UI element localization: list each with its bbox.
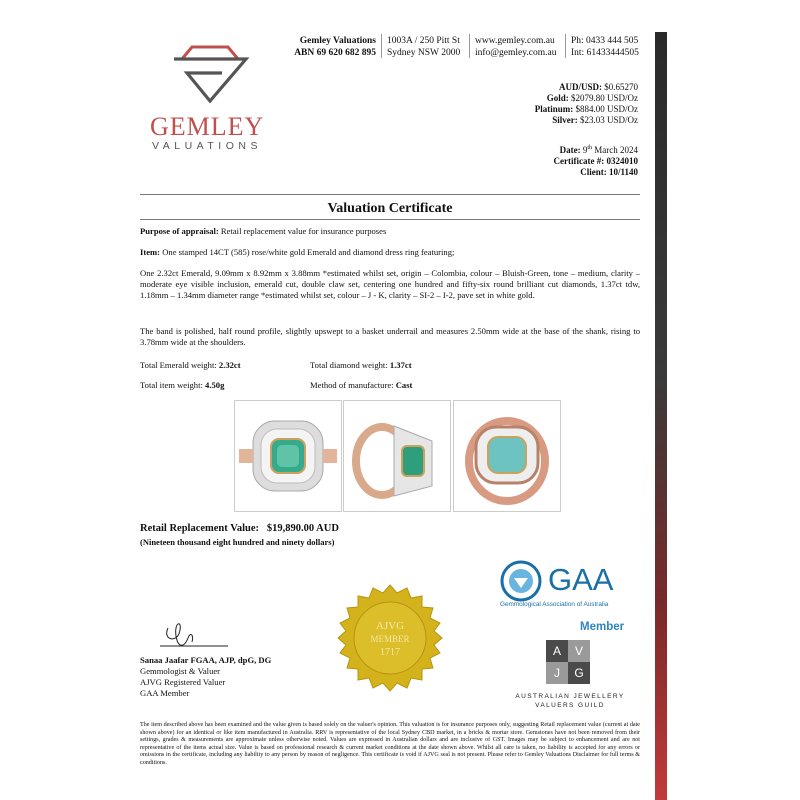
divider-top (140, 194, 640, 195)
rate-silver: Silver: $23.03 USD/Oz (552, 115, 638, 125)
ring-angle-image (454, 401, 560, 511)
ring-side-image (344, 401, 450, 511)
gaa-name: GAA (548, 562, 614, 597)
page-title: Valuation Certificate (327, 201, 453, 216)
address-line-2: Sydney NSW 2000 (387, 48, 461, 58)
valuer-role-1: Gemmologist & Valuer (140, 666, 221, 676)
company-name: Gemley Valuations (299, 36, 376, 46)
metal-rates (430, 82, 638, 126)
ajvg-gold-seal-icon (330, 583, 450, 703)
header-divider (565, 34, 566, 58)
seal-line-2: MEMBER (370, 634, 410, 644)
header-company (292, 35, 376, 59)
description-paragraph-2: The band is polished, half round profile, slightly upswept to a basket underrail and measures 2.50mm wide at the base of the shank, rising to 3.78mm wide at the shoulders. (140, 326, 640, 347)
ajvg-name: AUSTRALIAN JEWELLERY VALUERS GUILD (515, 693, 625, 709)
item-weight: Total item weight: 4.50g (140, 380, 225, 390)
valuer-role-2: AJVG Registered Valuer (140, 677, 226, 687)
ring-photo-front (234, 400, 342, 512)
header-web (475, 35, 556, 59)
diamond-weight: Total diamond weight: 1.37ct (310, 360, 412, 370)
rate-aud-usd: AUD/USD: $0.65270 (558, 82, 638, 92)
ajvg-letter-v: V (568, 640, 590, 662)
decorative-side-bar (655, 32, 667, 800)
signature-image (138, 618, 238, 654)
manufacture-method: Method of manufacture: Cast (310, 380, 413, 390)
item-line: Item: One stamped 14CT (585) rose/white gold Emerald and diamond dress ring featuring; (140, 247, 455, 257)
valuer-name: Sanaa Jaafar FGAA, AJP, dpG, DG (140, 655, 272, 665)
gaa-full-name: Gemmological Association of Australia (500, 601, 609, 608)
website: www.gemley.com.au (475, 36, 555, 46)
ajvg-letter-j: J (546, 662, 568, 684)
ajvg-logo-icon (546, 640, 590, 684)
header-address (387, 35, 460, 59)
seal-line-3: 1717 (380, 647, 400, 658)
phone: Ph: 0433 444 505 (571, 36, 639, 46)
retail-value: Retail Replacement Value: $19,890.00 AUD (140, 523, 339, 534)
certificate-date: Date: 9th March 2024 (559, 145, 638, 155)
intl-phone: Int: 61433444505 (571, 48, 639, 58)
valuer-role-3: GAA Member (140, 688, 190, 698)
certificate-meta (430, 143, 638, 178)
gemley-diamond-logo-icon (170, 45, 250, 105)
disclaimer-text: The item described above has been examined and the value given is based solely on the valuer's opinion. This valuation is for insurance purposes only, suggesting Retail replacement value (current at date shown above) for an identical or like item manufactured in Australia. RRV is representative of the local Sydney CBD market, in a bricks & mortar store. Gemstones have not been removed from their settings, grades & measurements are approximate unless otherwise noted. Values are expressed in Australian dollars and are inclusive of GST. Images may be subject to enhancement and are not representative of the items actual size. Value is based on professional research & current market conditions at the date shown above. Whilst all care is taken, no liability is accepted for any errors or omissions in the certificate, including any liability to any person by reason of negligence. This certificate is void if AJVG seal is not present. Please refer to Gemley Valuations Disclaimer for full terms & conditions. (140, 722, 640, 766)
rate-platinum: Platinum: $884.00 USD/Oz (534, 104, 638, 114)
ajvg-letter-g: G (568, 662, 590, 684)
ring-photo-side (343, 400, 451, 512)
email: info@gemley.com.au (475, 48, 557, 58)
address-line-1: 1003A / 250 Pitt St (387, 36, 460, 46)
ring-front-image (235, 401, 341, 511)
ajvg-letter-a: A (546, 640, 568, 662)
company-abn: ABN 69 620 682 895 (294, 48, 376, 58)
description-paragraph-1: One 2.32ct Emerald, 9.09mm x 8.92mm x 3.88mm *estimated whilst set, origin – Colombia, colour – Bluish-Green, tone – medium, clarity – moderate eye visible inclusion, emerald cut, double claw set, centering one hundred and fifty-six round brilliant cut diamonds, 1.37ct tdw, 1.18mm – 1.34mm diameter range *estimated whilst set, colour – J - K, clarity – SI-2 – I-2, pave set in white gold. (140, 268, 640, 300)
certificate-number: Certificate #: 0324010 (553, 156, 638, 166)
purpose-line: Purpose of appraisal: Retail replacement value for insurance purposes (140, 226, 387, 236)
ring-photo-angle (453, 400, 561, 512)
emerald-weight: Total Emerald weight: 2.32ct (140, 360, 241, 370)
brand-name: GEMLEY (150, 112, 265, 141)
client-number: Client: 10/1140 (580, 167, 638, 177)
gaa-member-label: Member (580, 621, 625, 633)
signature-block (140, 655, 271, 699)
divider-bottom (140, 219, 640, 220)
header-phone (571, 35, 639, 59)
header-divider (381, 34, 382, 58)
header-divider (469, 34, 470, 58)
seal-line-1: AJVG (375, 620, 405, 632)
rate-gold: Gold: $2079.80 USD/Oz (546, 93, 638, 103)
retail-value-words: (Nineteen thousand eight hundred and ninety dollars) (140, 537, 335, 547)
brand-subtitle: VALUATIONS (152, 140, 262, 152)
gaa-emblem-icon (500, 560, 542, 602)
